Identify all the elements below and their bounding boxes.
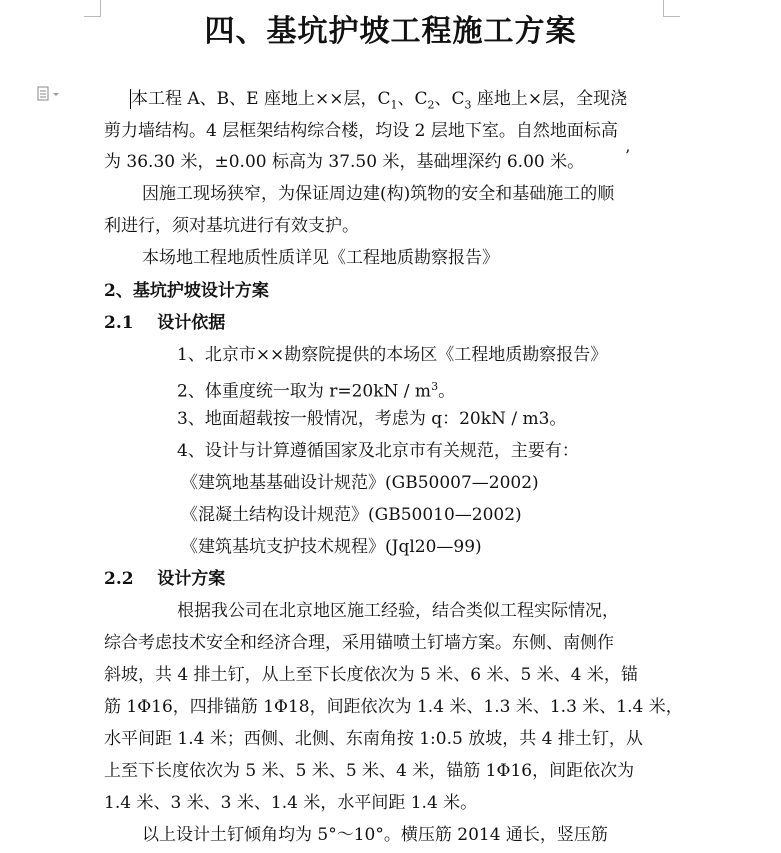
- stray-mark: ’: [625, 146, 631, 165]
- plan-line-2: 综合考虑技术安全和经济合理，采用锚喷土钉墙方案。东侧、南侧作: [104, 633, 614, 653]
- document-title: 四、基坑护坡工程施工方案: [204, 14, 577, 49]
- plan-line-5: 水平间距 1.4 米；西侧、北侧、东南角按 1:0.5 放坡，共 4 排土钉，从: [104, 729, 643, 749]
- p2-line-2: 利进行，须对基坑进行有效支护。: [104, 216, 359, 236]
- plan-line-3: 斜坡，共 4 排土钉，从上至下长度依次为 5 米、6 米、5 米、4 米，锚: [104, 665, 638, 685]
- p1-text-c: 、C: [434, 89, 465, 109]
- p1-text-d: 座地上×层，全现浇: [471, 89, 628, 109]
- plan-line-6: 上至下长度依次为 5 米、5 米、5 米、4 米，锚筋 1Φ16，间距依次为: [104, 761, 635, 781]
- plan-line-1: 根据我公司在北京地区施工经验，结合类似工程实际情况，: [177, 601, 619, 621]
- p3-line: 本场地工程地质性质详见《工程地质勘察报告》: [142, 248, 499, 268]
- heading-2: 2、基坑护坡设计方案: [104, 281, 269, 301]
- p1-line-2: 剪力墙结构。4 层框架结构综合楼，均设 2 层地下室。自然地面标高: [104, 121, 618, 141]
- superscript-3: 3: [431, 380, 439, 393]
- plan-line-7: 1.4 米、3 米、3 米、1.4 米，水平间距 1.4 米。: [104, 793, 478, 813]
- paragraph-options-icon[interactable]: [36, 86, 62, 102]
- spec-1: 《建筑地基基础设计规范》(GB50007—2002): [181, 473, 539, 493]
- basis-item-2-end: 。: [438, 381, 456, 402]
- p2-line-1: 因施工现场狭窄，为保证周边建(构)筑物的安全和基础施工的顺: [142, 184, 615, 204]
- p1-line-3: 为 36.30 米，±0.00 标高为 37.50 米，基础埋深约 6.00 米。: [104, 152, 585, 172]
- p1-line-1: [131, 89, 627, 115]
- spec-3: 《建筑基坑支护技术规程》(Jql20—99): [181, 537, 482, 557]
- heading-2-1: 2.1 设计依据: [104, 313, 226, 333]
- subscript-3: 3: [464, 98, 472, 112]
- p1-text-b: 、C: [397, 89, 428, 109]
- heading-2-2: 2.2 设计方案: [104, 569, 226, 589]
- basis-item-4: 4、设计与计算遵循国家及北京市有关规范，主要有：: [177, 441, 579, 461]
- subscript-1: 1: [390, 98, 398, 112]
- spec-2: 《混凝土结构设计规范》(GB50010—2002): [181, 505, 522, 525]
- p1-text-a: 本工程 A、B、E 座地上××层，C: [131, 89, 391, 109]
- basis-item-1: 1、北京市××勘察院提供的本场区《工程地质勘察报告》: [177, 345, 608, 365]
- basis-item-2: [177, 377, 455, 402]
- subscript-2: 2: [427, 98, 435, 112]
- plan-line-4: 筋 1Φ16，四排锚筋 1Φ18，间距依次为 1.4 米、1.3 米、1.3 米、1.4 米，: [104, 697, 683, 717]
- basis-item-2-text: 2、体重度统一取为 r=20kN / m: [177, 381, 432, 402]
- last-line: 以上设计土钉倾角均为 5°～10°。横压筋 2014 通长，竖压筋: [142, 825, 608, 845]
- basis-item-3: 3、地面超载按一般情况，考虑为 q：20kN / m3。: [177, 409, 567, 429]
